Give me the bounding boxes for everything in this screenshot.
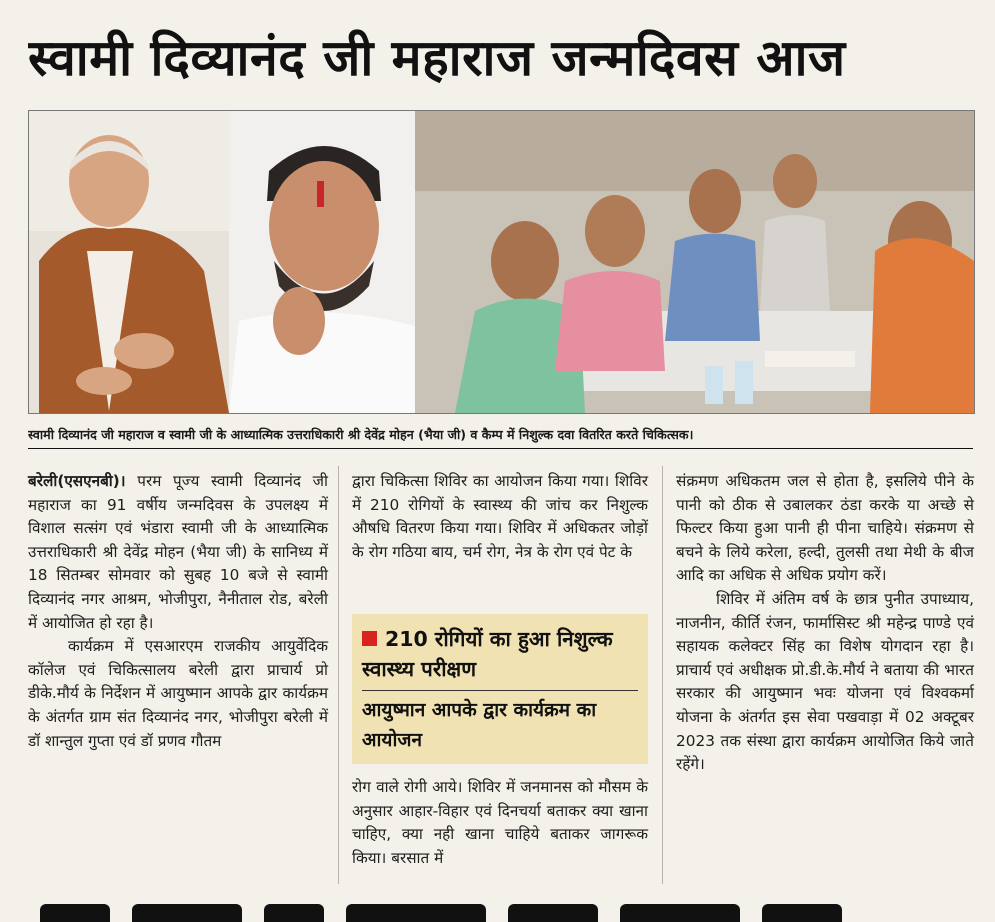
highlight-text-1: 210 रोगियों का हुआ निशुल्क स्वास्थ्य परीक्षण — [362, 627, 613, 681]
highlight-line-2: आयुष्मान आपके द्वार कार्यक्रम का आयोजन — [362, 699, 597, 751]
article-column-1 — [28, 470, 328, 753]
paragraph: रोग वाले रोगी आये। शिविर में जनमानस को मौसम के अनुसार आहार-विहार एवं दिनचर्या बताकर क्या खाना चाहिए, क्या नही खाना चाहिये बताकर जागरूक किया। बरसात में — [352, 778, 648, 867]
medical-camp-photo — [415, 111, 974, 413]
dateline: बरेली(एसएनबी)। — [28, 472, 126, 490]
column-divider — [662, 466, 663, 884]
highlight-line-1 — [362, 624, 638, 691]
paragraph: कार्यक्रम में एसआरएम राजकीय आयुर्वेदिक कॉलेज एवं चिकित्सालय बरेली द्वारा प्राचार्य प्रो डीके.मौर्य के निर्देशन में आयुष्मान आपके द्वार कार्यक्रम के अंतर्गत ग्राम संत दिव्यानंद नगर, भोजीपुरा बरेली में डॉ शान्तुल गुप्ता एवं डॉ प्रणव गौतम — [28, 637, 328, 750]
red-square-icon — [362, 631, 377, 646]
photo-strip — [28, 110, 975, 414]
headline: स्वामी दिव्यानंद जी महाराज जन्मदिवस आज — [28, 29, 846, 87]
devendra-mohan-photo — [229, 111, 415, 413]
article-column-2-continued — [352, 776, 648, 870]
paragraph: द्वारा चिकित्सा शिविर का आयोजन किया गया। शिविर में 210 रोगियों के स्वास्थ्य की जांच कर निशुल्क औषधि वितरण किया गया। शिविर में अधिकतर जोड़ों के रोग गठिया बाय, चर्म रोग, नेत्र के रोग एवं पेट के — [352, 472, 648, 561]
highlight-box — [352, 614, 648, 764]
paragraph: परम पूज्य स्वामी दिव्यानंद जी महाराज का 91 वर्षीय जन्मदिवस के उपलक्ष्य में विशाल सत्संग एवं भंडारा स्वामी जी के आध्यात्मिक उत्तराधिकारी श्री देवेंद्र मोहन (भैया जी) के सानिध्य में 18 सितम्बर सोमवार को सुबह 10 बजे से स्वामी दिव्यानंद नगर आश्रम, भोजीपुरा, नैनीताल रोड, बरेली में आयोजित हो रहा है। — [28, 472, 328, 632]
article-column-3 — [676, 470, 974, 777]
article-column-2 — [352, 470, 648, 564]
photo-caption: स्वामी दिव्यानंद जी महाराज व स्वामी जी के आध्यात्मिक उत्तराधिकारी श्री देवेंद्र मोहन (भैया जी) व कैम्प में निशुल्क दवा वितरित करते चिकित्सक। — [28, 424, 973, 449]
paragraph: शिविर में अंतिम वर्ष के छात्र पुनीत उपाध्याय, नाजनीन, कीर्ति रंजन, फार्मासिस्ट श्री महेन्द्र पाण्डे एवं सहायक कलेक्टर सिंह का विशेष योगदान रहा है। प्राचार्य एवं अधीक्षक प्रो.डी.के.मौर्य ने बताया की भारत सरकार की आयुष्मान भवः योजना एवं विश्वकर्मा योजना के अंतर्गत इस सेवा पखवाड़ा में 02 अक्टूबर 2023 तक संस्था द्वारा कार्यक्रम आयोजित किये जाते रहेंगे। — [676, 589, 974, 774]
elderly-swami-photo — [29, 111, 229, 413]
next-headline-cropped — [40, 904, 980, 922]
paragraph: संक्रमण अधिकतम जल से होता है, इसलिये पीने के पानी को ठीक से उबालकर ठंडा करके या अच्छे से फिल्टर किया हुआ पानी ही पीना चाहिये। संक्रमण से बचने के लिये करेला, हल्दी, तुलसी तथा मेथी के बीज आदि का अधिक से अधिक प्रयोग करें। — [676, 472, 974, 585]
column-divider — [338, 466, 339, 884]
